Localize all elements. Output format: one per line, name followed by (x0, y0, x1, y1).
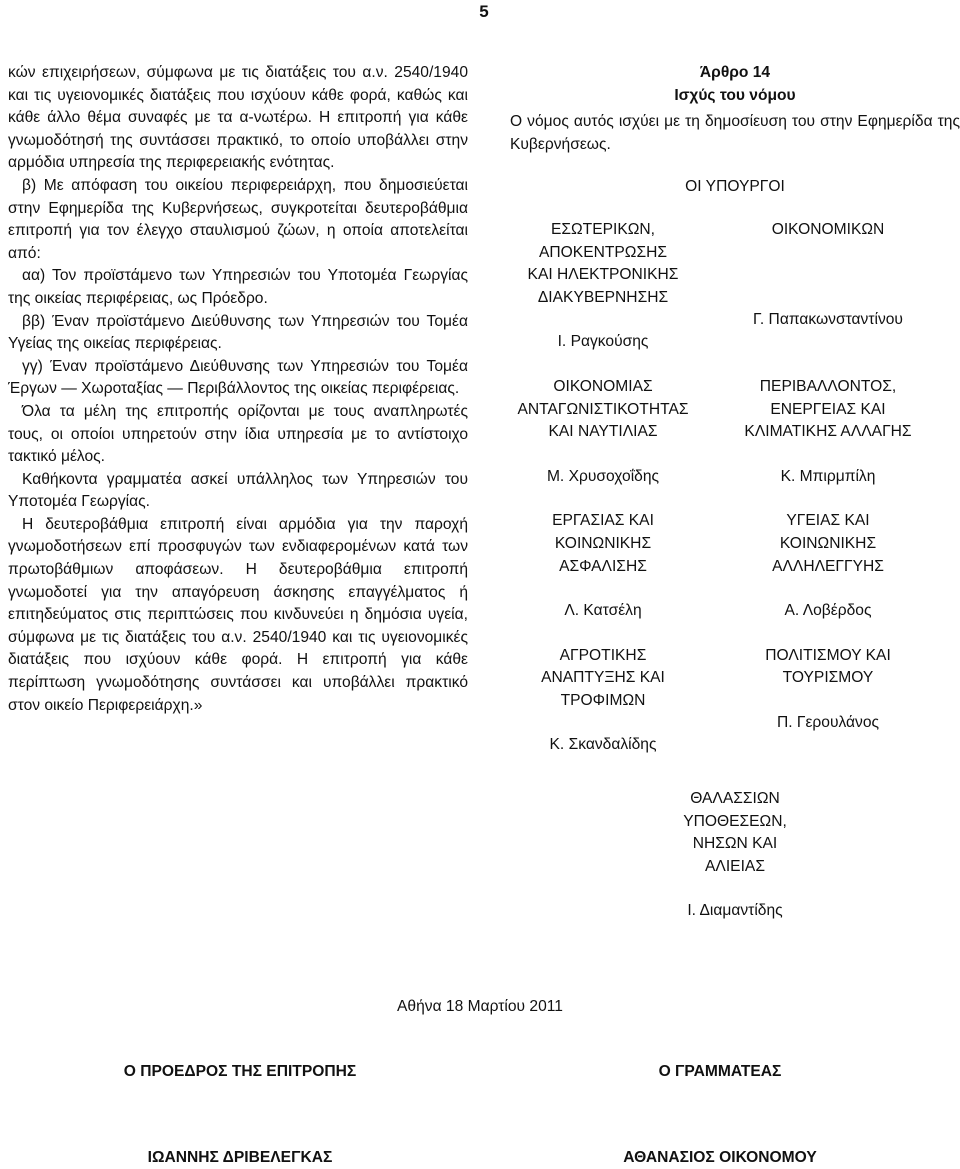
minister-block (510, 645, 696, 757)
minister-block (510, 376, 696, 488)
minister-row (510, 376, 960, 488)
minister-name: Λ. Κατσέλη (564, 602, 642, 620)
minister-name: Α. Λοβέρδος (784, 602, 872, 620)
minister-block-center (635, 788, 835, 923)
paragraph: γγ) Έναν προϊστάμενο Διεύθυνσης των Υπηρεσιών του Τομέα Έργων — Χωροταξίας — Περιβάλλοντος της οικείας περιφέρειας. (8, 357, 468, 398)
minister-name: Γ. Παπακωνσταντίνου (753, 310, 903, 328)
ministry-title: ΕΣΩΤΕΡΙΚΩΝ, ΑΠΟΚΕΝΤΡΩΣΗΣ ΚΑΙ ΗΛΕΚΤΡΟΝΙΚΗΣ ΔΙΑΚΥΒΕΡΝΗΣΗΣ (527, 220, 679, 306)
article-title: Ισχύς του νόμου (674, 86, 796, 104)
chairman-name: ΙΩΑΝΝΗΣ ΔΡΙΒΕΛΕΓΚΑΣ (147, 1149, 333, 1166)
minister-row (510, 645, 960, 757)
minister-block (696, 219, 960, 354)
page-number: 5 (479, 2, 489, 21)
minister-block (696, 376, 960, 488)
paragraph: ββ) Έναν προϊστάμενο Διεύθυνσης των Υπηρεσιών του Τομέα Υγείας της οικείας περιφέρειας. (8, 312, 468, 353)
minister-name: Μ. Χρυσοχοΐδης (546, 467, 660, 485)
article-number: Άρθρο 14 (699, 64, 771, 81)
ministers-heading: ΟΙ ΥΠΟΥΡΓΟΙ (685, 178, 785, 196)
left-column (8, 62, 468, 717)
secretary-label: Ο ΓΡΑΜΜΑΤΕΑΣ (658, 1063, 782, 1080)
paragraph: Η δευτεροβάθμια επιτροπή είναι αρμόδια για την παροχή γνωμοδοτήσεων επί προσφυγών των ενδιαφερομένων κατά των πρωτοβάθμιων αποφάσεων. Η δευτεροβάθμια επιτροπή γνωμοδοτεί για την απαγόρευση άσκησης επαγγέλματος ή επιτηδεύματος στις περιπτώσεις που κινδυνεύει η δημόσια υγεία, σύμφωνα με τις διατάξεις του α.ν. 2540/1940 και τις υγειονομικές διατάξεις που ισχύουν κάθε φορά. Η επιτροπή για κάθε περίπτωση γνωμοδότησης συντάσσει και υποβάλλει πρακτικό στον οικείο Περιφερειάρχη.» (8, 515, 468, 714)
minister-block (696, 510, 960, 622)
ministry-title: ΠΟΛΙΤΙΣΜΟΥ ΚΑΙ ΤΟΥΡΙΣΜΟΥ (765, 646, 891, 687)
right-column (510, 62, 960, 757)
paragraph: κών επιχειρήσεων, σύμφωνα με τις διατάξεις του α.ν. 2540/1940 και τις υγειονομικές διατάξεις που ισχύουν κάθε φορά, καθώς και κάθε άλλο θέμα συναφές με τα α-νωτέρω. Η επιτροπή για κάθε γνωμοδότησή της συντάσσει πρακτικό, το οποίο υποβάλλει στην αρμόδια υπηρεσία της περιφερειακής ενότητας. (8, 64, 468, 172)
date-line: Αθήνα 18 Μαρτίου 2011 (397, 998, 563, 1015)
ministry-title: ΘΑΛΑΣΣΙΩΝ ΥΠΟΘΕΣΕΩΝ, ΝΗΣΩΝ ΚΑΙ ΑΛΙΕΙΑΣ (683, 790, 787, 875)
minister-name: Π. Γερουλάνος (776, 713, 880, 731)
ministry-title: ΟΙΚΟΝΟΜΙΚΩΝ (771, 220, 885, 238)
paragraph: Όλα τα μέλη της επιτροπής ορίζονται με τους αναπληρωτές τους, οι οποίοι υπηρετούν στην ίδια υπηρεσία με το αντίστοιχο τακτικό μέλος. (8, 402, 468, 466)
minister-name: Κ. Σκανδαλίδης (549, 736, 657, 754)
paragraph: Καθήκοντα γραμματέα ασκεί υπάλληλος των Υπηρεσιών του Υποτομέα Γεωργίας. (8, 470, 468, 511)
article-body: Ο νόμος αυτός ισχύει με τη δημοσίευση του στην Εφημερίδα της Κυβερνήσεως. (510, 113, 960, 153)
paragraph: αα) Τον προϊστάμενο των Υπηρεσιών του Υποτομέα Γεωργίας της οικείας περιφέρειας, ως Πρόεδρο. (8, 267, 468, 307)
minister-block (510, 510, 696, 622)
secretary-name: ΑΘΑΝΑΣΙΟΣ ΟΙΚΟΝΟΜΟΥ (623, 1149, 817, 1166)
minister-name: Ι. Ραγκούσης (557, 333, 649, 351)
ministry-title: ΥΓΕΙΑΣ ΚΑΙ ΚΟΙΝΩΝΙΚΗΣ ΑΛΛΗΛΕΓΓΥΗΣ (772, 512, 884, 575)
minister-name: Κ. Μπιρμπίλη (780, 467, 876, 485)
minister-name: Ι. Διαμαντίδης (687, 902, 783, 920)
minister-row (510, 510, 960, 622)
ministry-title: ΟΙΚΟΝΟΜΙΑΣ ΑΝΤΑΓΩΝΙΣΤΙΚΟΤΗΤΑΣ ΚΑΙ ΝΑΥΤΙΛΙΑΣ (517, 377, 689, 441)
minister-block (510, 219, 696, 354)
ministry-title: ΠΕΡΙΒΑΛΛΟΝΤΟΣ, ΕΝΕΡΓΕΙΑΣ ΚΑΙ ΚΛΙΜΑΤΙΚΗΣ ΑΛΛΑΓΗΣ (744, 377, 912, 441)
ministry-title: ΕΡΓΑΣΙΑΣ ΚΑΙ ΚΟΙΝΩΝΙΚΗΣ ΑΣΦΑΛΙΣΗΣ (552, 512, 654, 575)
minister-row (510, 219, 960, 354)
ministry-title: ΑΓΡΟΤΙΚΗΣ ΑΝΑΠΤΥΞΗΣ ΚΑΙ ΤΡΟΦΙΜΩΝ (541, 646, 665, 709)
minister-block (696, 645, 960, 757)
paragraph: β) Με απόφαση του οικείου περιφερειάρχη, που δημοσιεύεται στην Εφημερίδα της Κυβερνήσεως, συγκροτείται δευτεροβάθμια επιτροπή για τον έλεγχο σταυλισμού ζώων, η οποία αποτελείται από: (8, 176, 468, 262)
chairman-label: Ο ΠΡΟΕΔΡΟΣ ΤΗΣ ΕΠΙΤΡΟΠΗΣ (123, 1063, 357, 1080)
